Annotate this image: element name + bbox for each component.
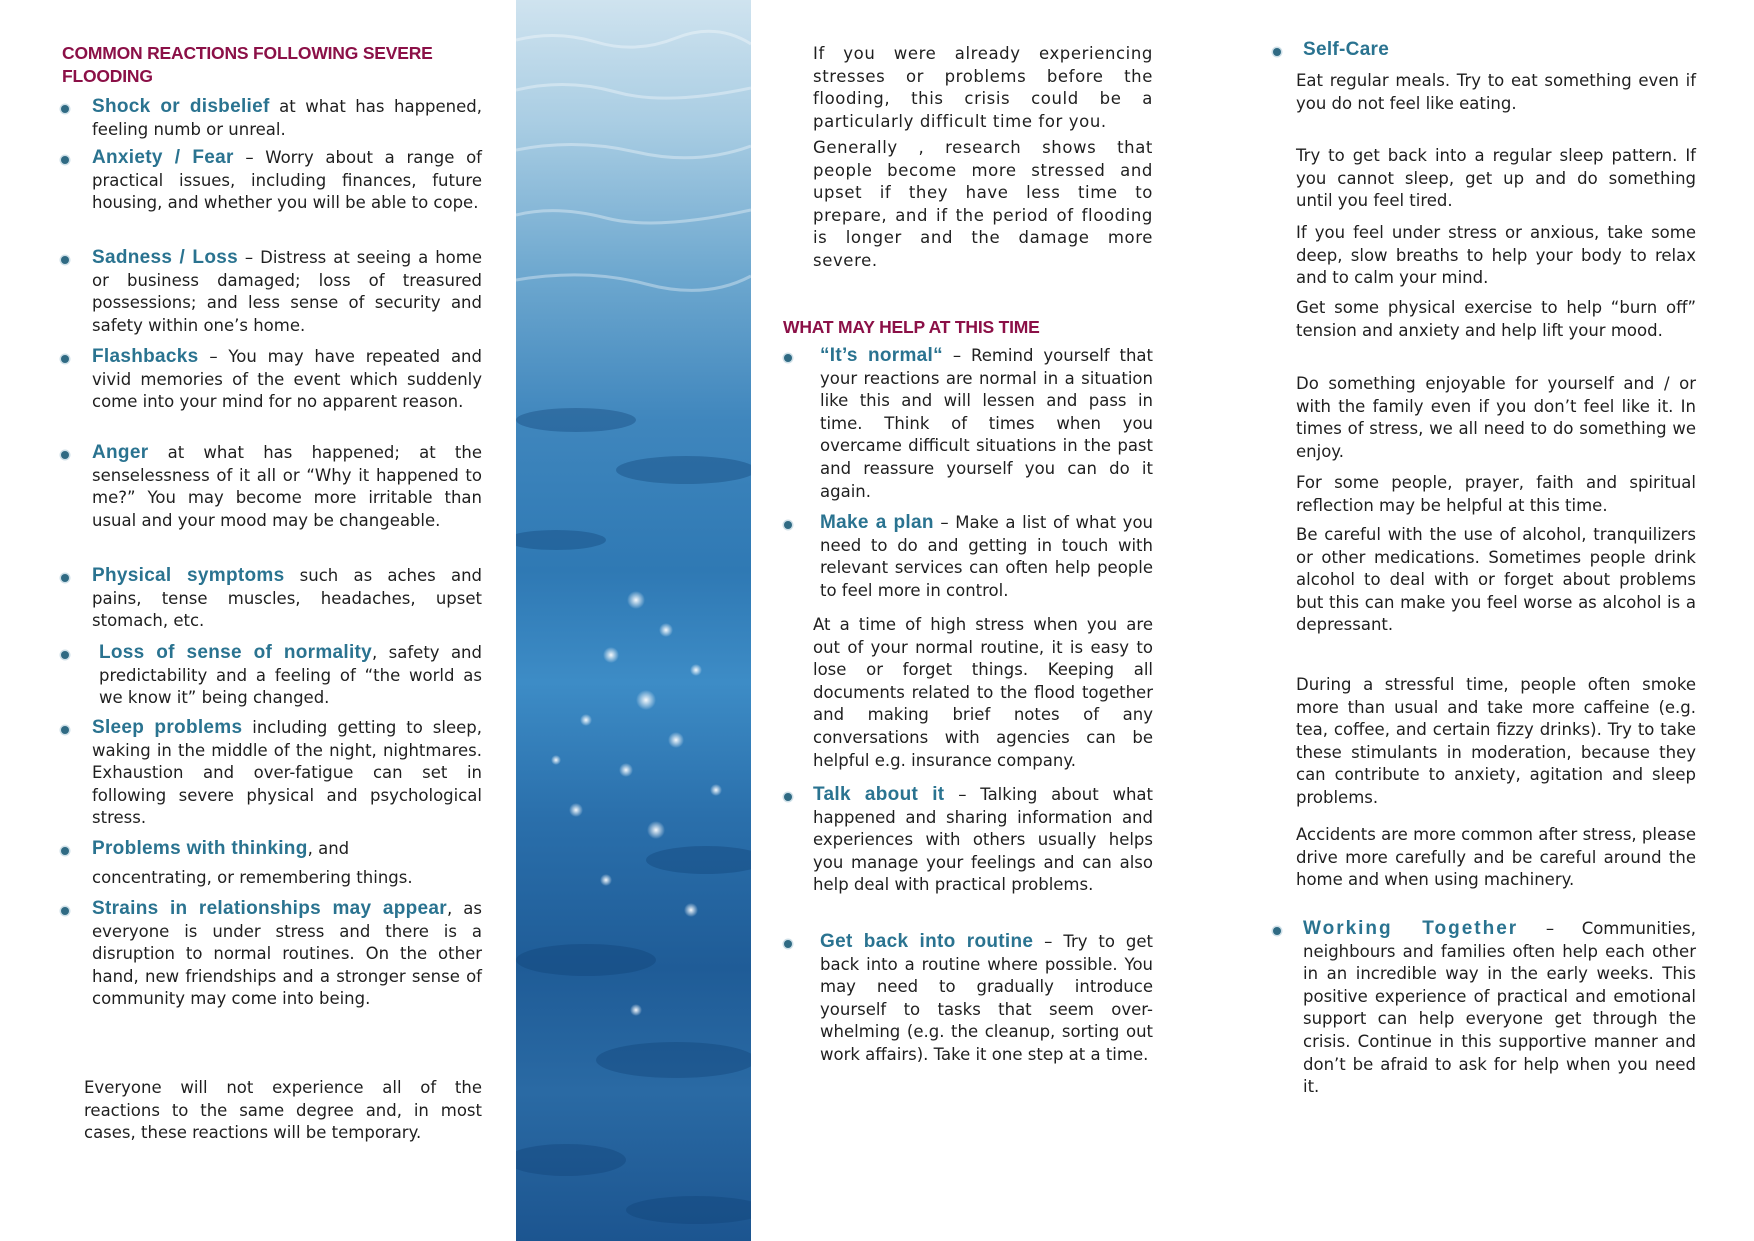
bullet-icon bbox=[784, 940, 792, 948]
help-item-normal: “It’s normal“ – Remind yourself that your reactions are normal in a situation like this and will lessen and pass in time. Think of times when you overcame difficult situations in the past and reassure yourself you can do it again. bbox=[820, 345, 1153, 501]
help-item-talk: Talk about it – Talking about what happened and sharing information and experiences with others usually helps you manage your feelings and can also help deal with practical problems. bbox=[813, 784, 1154, 895]
thinking-continued: concentrating, or remembering things. bbox=[92, 868, 413, 887]
self-care-para-accidents: Accidents are more common after stress, please drive more carefully and be careful around the home and when using machinery. bbox=[1296, 825, 1696, 890]
reaction-item-sleep: Sleep problems including getting to sleep, waking in the middle of the night, nightmares. Exhaustion and over-fatigue can set in following severe physical and psychological stress. bbox=[92, 717, 482, 828]
bullet-icon bbox=[61, 451, 69, 459]
bullet-icon bbox=[61, 156, 69, 164]
self-care-para-sleep: Try to get back into a regular sleep pattern. If you cannot sleep, get up and do something until you feel tired. bbox=[1296, 146, 1696, 211]
documents-paragraph: At a time of high stress when you are out of your normal routine, it is easy to lose or forget things. Keeping all documents related to the flood together and making brief notes of any conversations with agencies can be helpful e.g. insurance company. bbox=[813, 615, 1153, 770]
bullet-icon bbox=[784, 354, 792, 362]
bullet-icon bbox=[61, 574, 69, 582]
reaction-item-relationships: Strains in relationships may appear, as everyone is under stress and there is a disruption to normal routines. On the other hand, new friendships and a stronger sense of community may come into being. bbox=[92, 898, 482, 1009]
reaction-item-thinking: Problems with thinking, and bbox=[92, 838, 350, 859]
water-ripples-graphic bbox=[516, 0, 751, 1241]
bullet-icon bbox=[61, 105, 69, 113]
bullet-icon bbox=[1273, 48, 1281, 56]
self-care-para-stimulants: During a stressful time, people often smoke more than usual and take more caffeine (e.g. tea, coffee, and certain fizzy drinks). Try to take these stimulants in moderation, because they can contribute to anxiety, agitation and sleep problems. bbox=[1296, 675, 1696, 807]
bullet-icon bbox=[61, 651, 69, 659]
bullet-icon bbox=[61, 907, 69, 915]
reaction-item-anxiety: Anxiety / Fear – Worry about a range of practical issues, including finances, future housing, and whether you will be able to cope. bbox=[92, 147, 482, 213]
help-item-routine: Get back into routine – Try to get back into a routine where possible. You may need to gradually introduce yourself to tasks that seem over-whelming (e.g. the cleanup, sorting out work affairs). Take it one step at a time. bbox=[820, 931, 1153, 1064]
reaction-item-shock: Shock or disbelief at what has happened, feeling numb or unreal. bbox=[92, 96, 482, 139]
self-care-para-alcohol: Be careful with the use of alcohol, tranquilizers or other medications. Sometimes people drink alcohol to deal with or forget about problems but this can make you feel worse as alcohol is a depressant. bbox=[1296, 525, 1696, 635]
self-care-heading: Self-Care bbox=[1303, 39, 1390, 60]
help-item-plan: Make a plan – Make a list of what you need to do and getting in touch with relevant services can often help people to feel more in control. bbox=[820, 512, 1153, 600]
self-care-para-meals: Eat regular meals. Try to eat something even if you do not feel like eating. bbox=[1296, 71, 1696, 113]
self-care-para-prayer: For some people, prayer, faith and spiritual reflection may be helpful at this time. bbox=[1296, 473, 1696, 515]
bullet-icon bbox=[61, 355, 69, 363]
bullet-icon bbox=[61, 847, 69, 855]
bullet-icon bbox=[784, 521, 792, 529]
self-care-para-enjoyable: Do something enjoyable for yourself and / or with the family even if you don’t feel like it. In times of stress, we all need to do something we enjoy. bbox=[1296, 374, 1696, 461]
reaction-item-normality: Loss of sense of normality, safety and predictability and a feeling of “the world as we know it” being changed. bbox=[99, 642, 482, 708]
reaction-item-flashbacks: Flashbacks – You may have repeated and vivid memories of the event which suddenly come into your mind for no apparent reason. bbox=[92, 346, 482, 412]
reaction-item-sadness: Sadness / Loss – Distress at seeing a home or business damaged; loss of treasured possessions; and less sense of security and safety within one’s home. bbox=[92, 247, 482, 335]
bullet-icon bbox=[784, 793, 792, 801]
reactions-closing: Everyone will not experience all of the reactions to the same degree and, in most cases, these reactions will be temporary. bbox=[84, 1078, 482, 1143]
intro-paragraph-1: If you were already experiencing stresses or problems before the flooding, this crisis could be a particularly difficult time for you. bbox=[813, 44, 1153, 131]
bullet-icon bbox=[61, 256, 69, 264]
what-helps-heading: WHAT MAY HELP AT THIS TIME bbox=[783, 317, 1040, 337]
reaction-item-anger: Anger at what has happened; at the senselessness of it all or “Why it happened to me?” You may become more irritable than usual and your mood may be changeable. bbox=[92, 442, 482, 530]
reaction-item-physical: Physical symptoms such as aches and pains, tense muscles, headaches, upset stomach, etc. bbox=[92, 565, 482, 631]
self-care-item-working-together: Working Together – Communities, neighbours and families often help each other in an incredible way in the early weeks. This positive experience of practical and emotional support can help everyone get through the crisis. Continue in this supportive manner and don’t be afraid to ask for help when you need it. bbox=[1303, 918, 1696, 1097]
water-image bbox=[516, 0, 751, 1241]
reactions-heading: COMMON REACTIONS FOLLOWING SEVERE FLOODING bbox=[62, 43, 433, 86]
self-care-para-breathing: If you feel under stress or anxious, take some deep, slow breaths to help your body to relax and to calm your mind. bbox=[1296, 223, 1696, 288]
intro-paragraph-2: Generally , research shows that people become more stressed and upset if they have less time to prepare, and if the period of flooding is longer and the damage more severe. bbox=[813, 138, 1153, 270]
bullet-icon bbox=[61, 726, 69, 734]
bullet-icon bbox=[1273, 927, 1281, 935]
self-care-para-exercise: Get some physical exercise to help “burn off” tension and anxiety and help lift your mood. bbox=[1296, 298, 1696, 340]
